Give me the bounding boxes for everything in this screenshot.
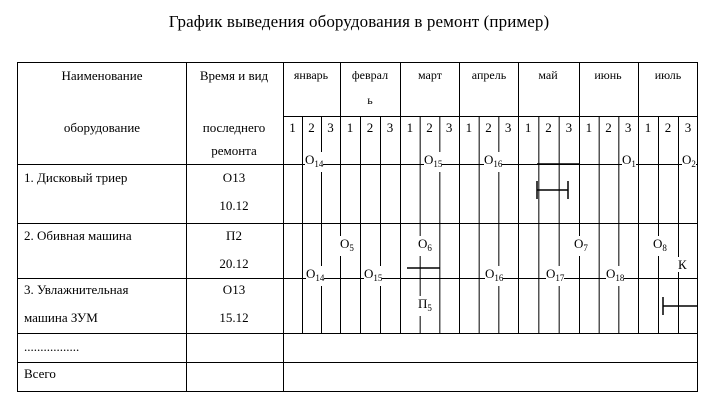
decade-number: 1 [289,120,296,135]
decade-number: 1 [524,120,532,135]
month-july: июль [654,68,682,82]
decade-number: 3 [445,120,453,135]
decade-number: 2 [366,120,374,135]
repair-mark: $О_{15}$ [364,266,382,286]
repair-mark: К [678,257,687,272]
month-february-end: ь [367,93,373,107]
header-name-top: Наименование [61,68,143,83]
decade-number: 1 [585,120,593,135]
row-1-date: 10.12 [219,198,249,213]
decade-number: 2 [545,120,552,135]
decade-number: 3 [684,120,692,135]
row-2-repair: П2 [226,228,242,243]
repair-mark: $О_{15}$ [424,152,442,172]
repair-mark: $О_5$ [340,236,354,256]
month-february: феврал [351,68,389,82]
row-3-date: 15.12 [219,310,249,325]
decade-number: 1 [644,120,652,135]
decade-number: 2 [485,120,492,135]
repair-mark: $О_{16}$ [484,152,502,172]
row-2-date: 20.12 [219,256,249,271]
row-1-name: 1. Дисковый триер [24,170,128,185]
header-type-line3: ремонта [211,143,257,158]
row-3-name: 3. Увлажнительная [24,282,129,297]
row-3-repair: О13 [222,282,246,297]
repair-mark: $О_{16}$ [485,266,503,286]
header-type-line2: последнего [202,120,266,135]
repair-mark: $О_6$ [418,236,432,256]
decade-number: 2 [605,120,612,135]
decade-number: 3 [386,120,394,135]
month-june: июнь [594,68,622,82]
decade-number: 2 [308,120,315,135]
repair-mark: $О_{14}$ [305,152,323,172]
repair-mark: $О_{14}$ [306,266,324,286]
row-5-name: Всего [24,366,56,381]
decade-number: 1 [346,120,354,135]
month-march: март [418,68,442,82]
repair-mark: $О_{18}$ [606,266,624,286]
decade-number: 2 [664,120,672,135]
header-type-line1: Время и вид [199,68,269,83]
decade-number: 3 [504,120,512,135]
row-4-name: ................. [24,339,80,354]
header-name-bottom: оборудование [63,120,141,135]
month-april: апрель [471,68,507,82]
repair-mark: $О_8$ [653,236,667,256]
decade-number: 1 [465,120,473,135]
row-3-name-line2: машина ЗУМ [24,310,98,325]
decade-number: 1 [406,120,414,135]
repair-mark: $О_{17}$ [546,266,564,286]
repair-mark: $О_2$ [682,152,696,172]
repair-mark: $П_5$ [418,296,432,316]
repair-mark: $О_1$ [622,152,636,172]
repair-mark: $О_7$ [574,236,588,256]
decade-number: 2 [426,120,433,135]
decade-number: 3 [327,120,334,135]
row-1-repair: О13 [222,170,246,185]
decade-number: 3 [624,120,632,135]
page-title: График выведения оборудования в ремонт (пример) [168,12,550,31]
month-may: май [538,68,558,82]
month-january: январь [293,68,329,82]
row-2-name: 2. Обивная машина [24,228,132,243]
decade-number: 3 [565,120,573,135]
